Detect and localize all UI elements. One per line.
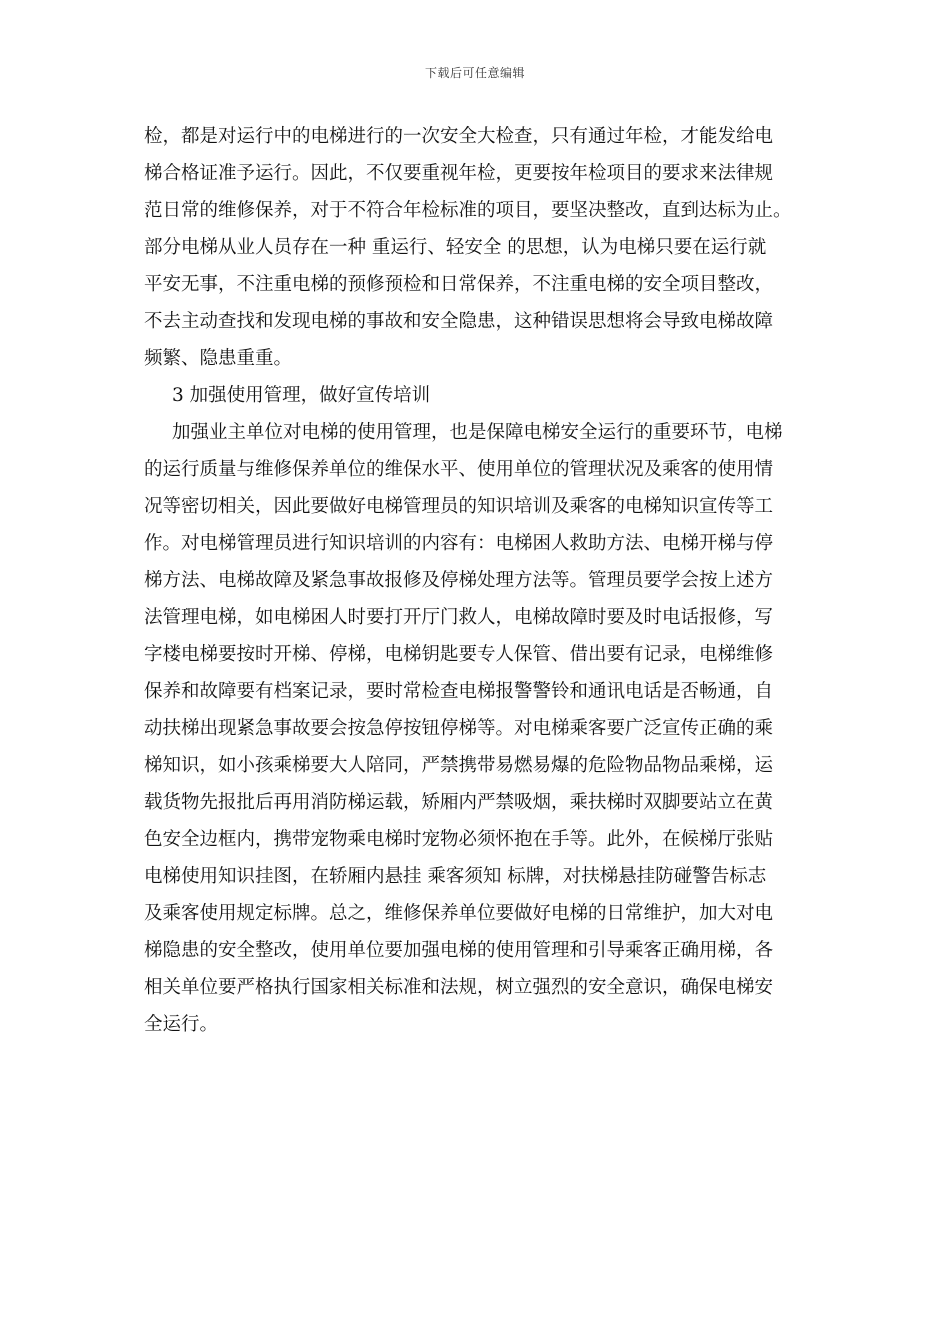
text-line: 作。对电梯管理员进行知识培训的内容有：电梯困人救助方法、电梯开梯与停 bbox=[144, 533, 774, 554]
text-line: 全运行。 bbox=[144, 1014, 219, 1035]
text-line: 动扶梯出现紧急事故要会按急停按钮停梯等。对电梯乘客要广泛宣传正确的乘 bbox=[144, 718, 774, 739]
text-line: 载货物先报批后再用消防梯运载，矫厢内严禁吸烟，乘扶梯时双脚要站立在黄 bbox=[144, 792, 774, 813]
text-line: 加强业主单位对电梯的使用管理，也是保障电梯安全运行的重要环节，电梯 bbox=[172, 422, 783, 443]
page-header: 下载后可任意编辑 bbox=[424, 66, 525, 80]
section-heading: 3 加强使用管理，做好宣传培训 bbox=[172, 385, 431, 406]
text-line: 部分电梯从业人员存在一种 重运行、轻安全 的思想，认为电梯只要在运行就 bbox=[144, 237, 767, 258]
text-line: 不去主动查找和发现电梯的事故和安全隐患，这种错误思想将会导致电梯故障 bbox=[144, 311, 774, 332]
text-line: 相关单位要严格执行国家相关标准和法规，树立强烈的安全意识，确保电梯安 bbox=[144, 977, 774, 998]
text-line: 检，都是对运行中的电梯进行的一次安全大检查，只有通过年检，才能发给电 bbox=[144, 126, 774, 147]
text-line: 保养和故障要有档案记录，要时常检查电梯报警警铃和通讯电话是否畅通，自 bbox=[144, 681, 774, 702]
text-line: 况等密切相关，因此要做好电梯管理员的知识培训及乘客的电梯知识宣传等工 bbox=[144, 496, 774, 517]
text-line: 频繁、隐患重重。 bbox=[144, 348, 293, 369]
text-line: 梯隐患的安全整改，使用单位要加强电梯的使用管理和引导乘客正确用梯，各 bbox=[144, 940, 774, 961]
text-line: 及乘客使用规定标牌。总之，维修保养单位要做好电梯的日常维护，加大对电 bbox=[144, 903, 774, 924]
text-line: 梯方法、电梯故障及紧急事故报修及停梯处理方法等。管理员要学会按上述方 bbox=[144, 570, 774, 591]
text-line: 法管理电梯，如电梯困人时要打开厅门救人，电梯故障时要及时电话报修，写 bbox=[144, 607, 774, 628]
text-line: 的运行质量与维修保养单位的维保水平、使用单位的管理状况及乘客的使用情 bbox=[144, 459, 774, 480]
text-line: 梯知识，如小孩乘梯要大人陪同，严禁携带易燃易爆的危险物品物品乘梯，运 bbox=[144, 755, 774, 776]
text-line: 梯合格证准予运行。因此，不仅要重视年检，更要按年检项目的要求来法律规 bbox=[144, 163, 774, 184]
text-line: 色安全边框内，携带宠物乘电梯时宠物必须怀抱在手等。此外，在候梯厅张贴 bbox=[144, 829, 774, 850]
text-line: 电梯使用知识挂图，在轿厢内悬挂 乘客须知 标牌，对扶梯悬挂防碰警告标志 bbox=[144, 866, 767, 887]
text-line: 范日常的维修保养，对于不符合年检标准的项目，要坚决整改，直到达标为止。 bbox=[144, 200, 792, 221]
text-line: 字楼电梯要按时开梯、停梯，电梯钥匙要专人保管、借出要有记录，电梯维修 bbox=[144, 644, 774, 665]
text-line: 平安无事，不注重电梯的预修预检和日常保养，不注重电梯的安全项目整改， bbox=[144, 274, 774, 295]
body-text bbox=[144, 118, 808, 1043]
